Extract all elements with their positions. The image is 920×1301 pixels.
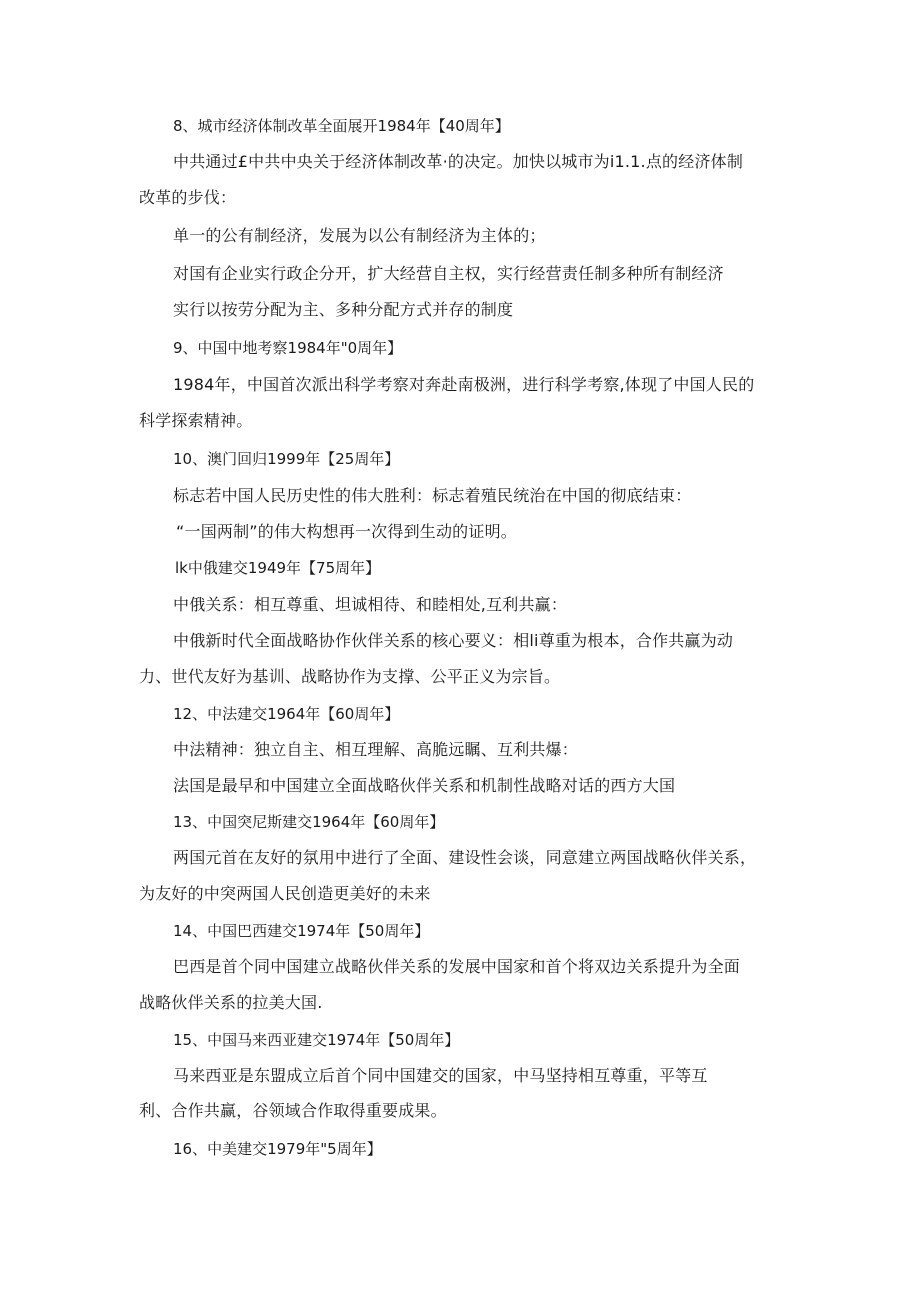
paragraph-line: 法国是最早和中国建立全面战略伙伴关系和机制性战略对话的西方大国 [173, 776, 676, 795]
section-heading-15: 15、中国马来西亚建交1974年【50周年】 [173, 1031, 460, 1049]
section-heading-10: 10、澳门回归1999年【25周年】 [173, 450, 400, 468]
paragraph-line: 改革的步伐： [139, 188, 237, 207]
paragraph-line: 巴西是首个同中国建立战略伙伴关系的发展中国家和首个将双边关系提升为全面 [173, 957, 741, 976]
paragraph-line: 力、世代友好为基训、战略协作为支撑、公平正义为宗旨。 [139, 667, 561, 686]
paragraph-line: 标志若中国人民历史性的伟大胜利：标志着殖民统治在中国的彻底结束： [173, 486, 692, 505]
section-heading-12: 12、中法建交1964年【60周年】 [173, 705, 400, 723]
paragraph-line: 战略伙伴关系的拉美大国. [139, 993, 323, 1012]
section-heading-9: 9、中国中地考察1984年"0周年】 [173, 339, 403, 357]
paragraph-line: 科学探索精神。 [139, 411, 253, 430]
section-heading-16: 16、中美建交1979年"5周年】 [173, 1140, 382, 1158]
section-heading-14: 14、中国巴西建交1974年【50周年】 [173, 922, 430, 940]
paragraph-line: 对国有企业实行政企分开，扩大经营自主权，实行经营责任制多种所有制经济 [173, 264, 724, 283]
paragraph-line: 利、合作共赢，谷领域合作取得重要成果。 [139, 1101, 447, 1120]
paragraph-line: 为友好的中突两国人民创造更美好的未来 [139, 884, 431, 903]
paragraph-line: 马来西亚是东盟成立后首个同中国建交的国家，中马坚持相互尊重，平等互 [173, 1066, 708, 1085]
paragraph-line: 中法精神：独立自主、相互理解、高脆远瞩、互利共爆： [173, 740, 579, 759]
paragraph-line: 实行以按劳分配为主、多种分配方式并存的制度 [173, 300, 514, 319]
paragraph-line: 两国元首在友好的氛用中进行了全面、建设性会谈，同意建立两国战略伙伴关系， [173, 848, 757, 867]
section-heading-11: lk中俄建交1949年【75周年】 [175, 559, 381, 577]
paragraph-line: 1984年，中国首次派出科学考察对奔赴南极洲，进行科学考察,体现了中国人民的 [173, 375, 755, 394]
paragraph-line: 中俄关系：相互尊重、坦诚相待、和睦相处,互利共赢： [173, 595, 568, 614]
paragraph-line: “一国两制”的伟大构想再一次得到生动的证明。 [176, 522, 517, 541]
section-heading-8: 8、城市经济体制改革全面展开1984年【40周年】 [173, 117, 510, 135]
section-heading-13: 13、中国突尼斯建交1964年【60周年】 [173, 813, 445, 831]
paragraph-line: 中共通过£中共中央关于经济体制改革·的决定。加快以城市为i1.1.点的经济体制 [173, 152, 744, 171]
paragraph-line: 中俄新时代全面战略协作伙伴关系的核心要义：相li尊重为根本，合作共赢为动 [173, 631, 734, 650]
paragraph-line: 单一的公有制经济，发展为以公有制经济为主体的； [173, 226, 546, 245]
